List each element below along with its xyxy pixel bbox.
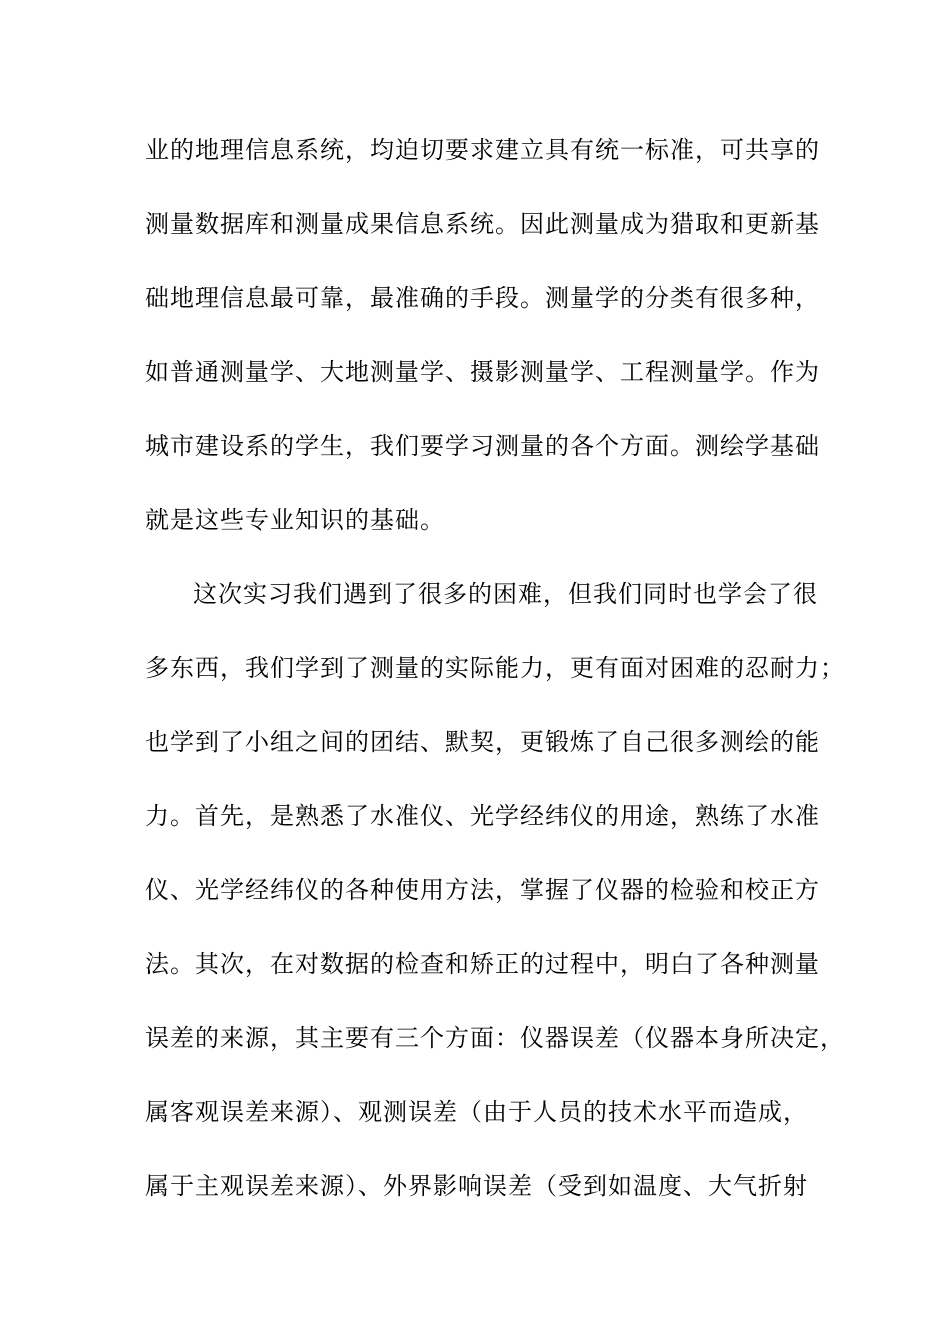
text-line: 也学到了小组之间的团结、默契，更锻炼了自己很多测绘的能 <box>145 728 820 756</box>
body-text <box>145 128 845 1238</box>
text-line: 法。其次，在对数据的检查和矫正的过程中，明白了各种测量 <box>145 950 820 978</box>
text-line: 仪、光学经纬仪的各种使用方法，掌握了仪器的检验和校正方 <box>145 876 820 904</box>
text-line: 测量数据库和测量成果信息系统。因此测量成为猎取和更新基 <box>145 210 820 238</box>
text-line: 多东西，我们学到了测量的实际能力，更有面对困难的忍耐力； <box>145 654 845 682</box>
text-line: 础地理信息最可靠，最准确的手段。测量学的分类有很多种， <box>145 284 820 312</box>
text-line: 属于主观误差来源）、外界影响误差（受到如温度、大气折射 <box>145 1172 808 1200</box>
text-line: 就是这些专业知识的基础。 <box>145 506 445 534</box>
text-line: 城市建设系的学生，我们要学习测量的各个方面。测绘学基础 <box>145 432 820 460</box>
paragraph-first-line: 这次实习我们遇到了很多的困难，但我们同时也学会了很 <box>193 580 818 608</box>
text-line: 业的地理信息系统，均迫切要求建立具有统一标准，可共享的 <box>145 136 820 164</box>
text-line: 误差的来源，其主要有三个方面：仪器误差（仪器本身所决定， <box>145 1024 845 1052</box>
text-line: 如普通测量学、大地测量学、摄影测量学、工程测量学。作为 <box>145 358 820 386</box>
text-line: 力。首先，是熟悉了水准仪、光学经纬仪的用途，熟练了水准 <box>145 802 820 830</box>
text-line: 属客观误差来源）、观测误差（由于人员的技术水平而造成， <box>145 1098 808 1126</box>
